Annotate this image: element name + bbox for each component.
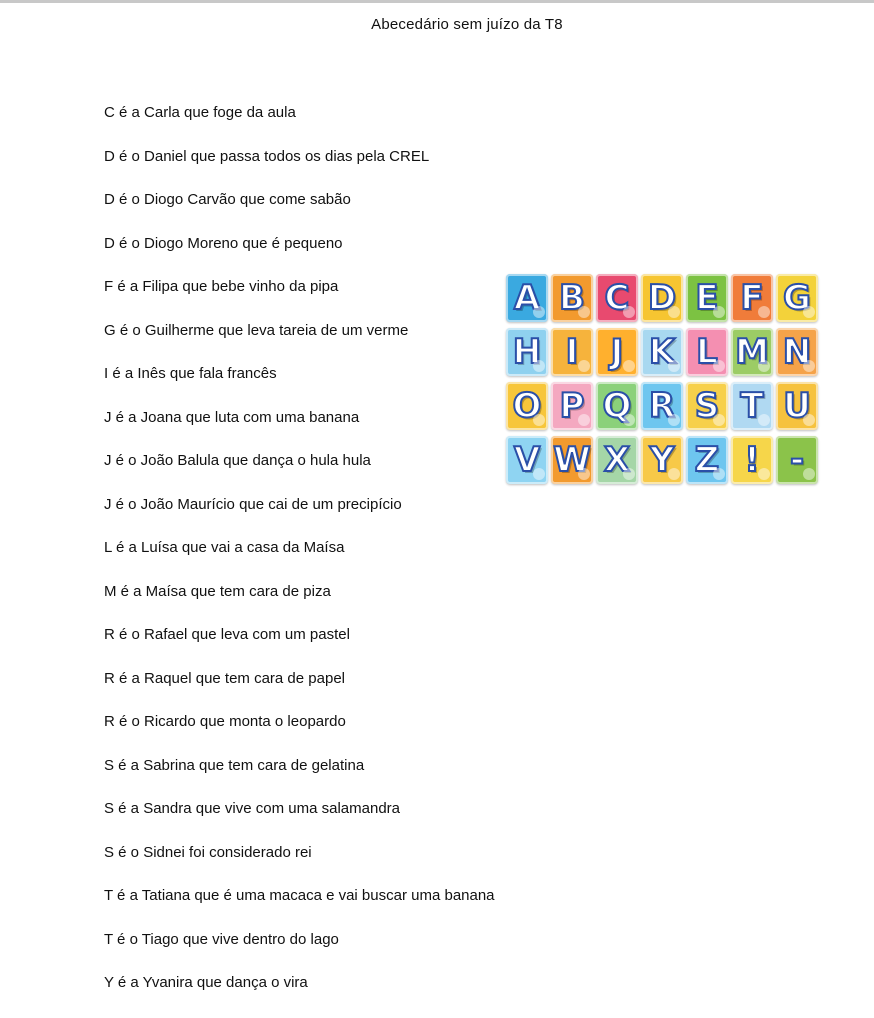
verse-line: R é o Ricardo que monta o leopardo: [104, 713, 346, 730]
verse-line: C é a Carla que foge da aula: [104, 104, 296, 121]
letter-tile: [776, 436, 818, 484]
letter-tile: [506, 274, 548, 322]
verse-line: G é o Guilherme que leva tareia de um verme: [104, 321, 409, 339]
page-title: Abecedário sem juízo da T8: [371, 16, 563, 33]
letter-glyph: Q: [602, 386, 632, 426]
verse-line: S é a Sandra que vive com uma salamandra: [104, 800, 400, 817]
verse-line: J é o João Balula que dança o hula hula: [104, 452, 371, 469]
letter-glyph: B: [559, 278, 585, 318]
verse-line: S é a Sabrina que tem cara de gelatina: [104, 756, 365, 774]
letter-glyph: D: [647, 278, 677, 318]
letter-tile: [641, 274, 683, 322]
verse-line: I é a Inês que fala francês: [104, 365, 277, 382]
letter-tile: [596, 328, 638, 376]
letter-tile: [641, 436, 683, 484]
letter-tile: [731, 274, 773, 322]
letter-glyph: H: [512, 332, 542, 372]
verse-line: D é o Diogo Carvão que come sabão: [104, 191, 351, 208]
verse-line: R é a Raquel que tem cara de papel: [104, 669, 345, 687]
letter-glyph: F: [740, 278, 764, 318]
letter-glyph: A: [513, 278, 541, 318]
letter-tile: [551, 436, 593, 484]
letter-tile: [551, 328, 593, 376]
letter-tile: [641, 328, 683, 376]
letter-tile: [686, 328, 728, 376]
verse-line: F é a Filipa que bebe vinho da pipa: [104, 278, 339, 295]
verse-line: J é o João Maurício que cai de um precipício: [104, 495, 402, 513]
verse-line: D é o Daniel que passa todos os dias pela CREL: [104, 147, 430, 165]
top-rule: [0, 0, 874, 3]
letter-glyph: V: [513, 440, 541, 480]
letter-tile: [596, 274, 638, 322]
letter-tile: [596, 436, 638, 484]
letter-glyph: E: [695, 278, 719, 318]
letter-glyph: J: [610, 332, 624, 372]
verse-line: R é o Rafael que leva com um pastel: [104, 626, 350, 643]
alphabet-illustration: [506, 274, 824, 486]
letter-tile: [506, 382, 548, 430]
letter-tile: [596, 382, 638, 430]
letter-glyph: L: [696, 332, 718, 372]
letter-glyph: K: [648, 332, 676, 372]
letter-tile: [776, 328, 818, 376]
verse-line: D é o Diogo Moreno que é pequeno: [104, 234, 343, 252]
letter-glyph: X: [603, 440, 631, 480]
letter-glyph: Y: [649, 440, 675, 480]
letter-glyph: !: [744, 440, 760, 480]
verse-line: M é a Maísa que tem cara de piza: [104, 582, 331, 600]
letter-tile: [686, 436, 728, 484]
verse-line: T é o Tiago que vive dentro do lago: [104, 930, 339, 948]
letter-glyph: W: [553, 440, 591, 480]
letter-tile: [686, 382, 728, 430]
letter-glyph: I: [565, 332, 579, 372]
letter-tile: [641, 382, 683, 430]
verse-line: J é a Joana que luta com uma banana: [104, 408, 360, 426]
letter-tile: [731, 328, 773, 376]
letter-glyph: C: [604, 278, 630, 318]
letter-tile: [506, 436, 548, 484]
letter-tile: [776, 274, 818, 322]
letter-glyph: R: [648, 386, 676, 426]
verse-line: T é a Tatiana que é uma macaca e vai buscar uma banana: [104, 887, 495, 904]
verse-list: [104, 100, 495, 1014]
letter-tile: [731, 382, 773, 430]
letter-glyph: -: [789, 440, 805, 480]
letter-glyph: G: [783, 278, 811, 318]
letter-tile: [776, 382, 818, 430]
letter-glyph: U: [783, 386, 811, 426]
letter-tile: [731, 436, 773, 484]
verse-line: L é a Luísa que vai a casa da Maísa: [104, 539, 345, 556]
letter-glyph: Z: [694, 440, 720, 480]
letter-tile: [551, 382, 593, 430]
letter-glyph: N: [782, 332, 812, 372]
letter-glyph: M: [735, 332, 769, 372]
letter-glyph: T: [740, 386, 764, 426]
verse-line: S é o Sidnei foi considerado rei: [104, 843, 312, 861]
letter-glyph: O: [512, 386, 542, 426]
letter-glyph: S: [694, 386, 720, 426]
letter-tile: [551, 274, 593, 322]
letter-tile: [506, 328, 548, 376]
letter-glyph: P: [559, 386, 585, 426]
letter-tile: [686, 274, 728, 322]
verse-line: Y é a Yvanira que dança o vira: [104, 974, 308, 991]
